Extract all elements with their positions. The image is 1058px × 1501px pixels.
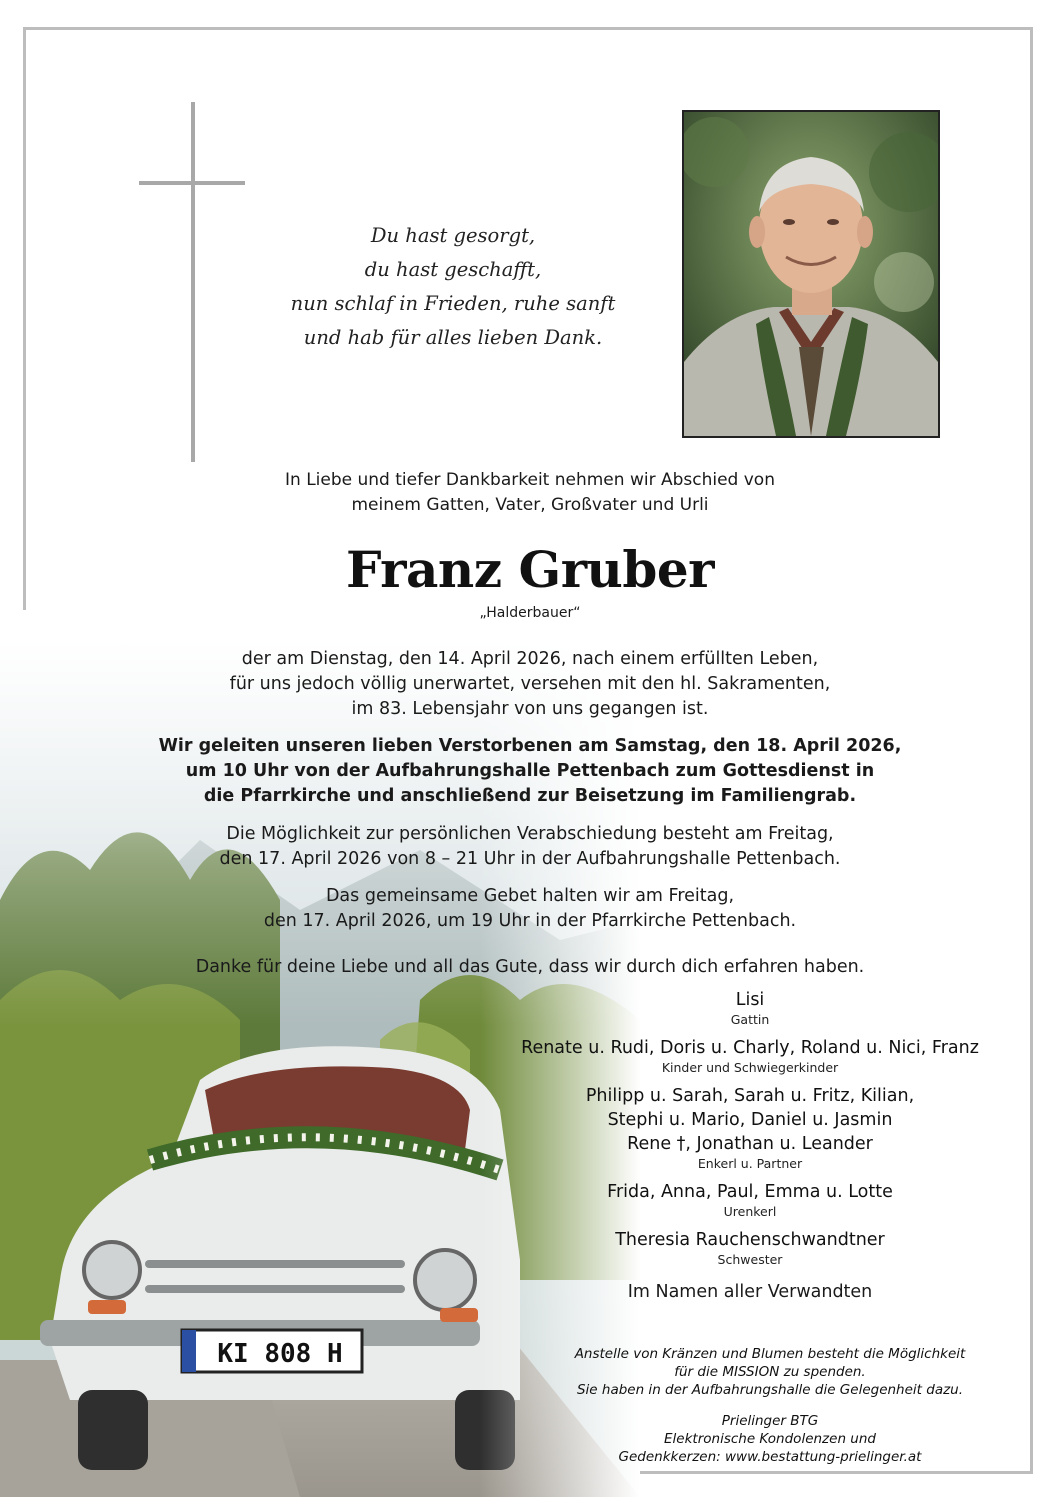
mourner-group (480, 1084, 1020, 1172)
poem-line: Du hast gesorgt, (370, 224, 536, 247)
frame-left-line (23, 27, 26, 610)
mourner-relation: Enkerl u. Partner (697, 1156, 803, 1171)
cross-icon-bar (139, 181, 245, 185)
death-notice (130, 647, 930, 722)
prayer-notice (130, 884, 930, 934)
farewell-notice-line: Die Möglichkeit zur persönlichen Verabschiedung besteht am Freitag, (226, 824, 834, 844)
intro-text (130, 468, 930, 518)
prayer-notice-line: den 17. April 2026, um 19 Uhr in der Pfarrkirche Pettenbach. (263, 911, 797, 931)
funeral-notice-line: Wir geleiten unseren lieben Verstorbenen am Samstag, den 18. April 2026, (158, 736, 902, 756)
mourner-relation: Schwester (717, 1252, 783, 1267)
deceased-nickname: „Halderbauer“ (479, 605, 581, 621)
mourner-relation: Kinder und Schwiegerkinder (661, 1060, 839, 1075)
portrait-photo (682, 110, 940, 438)
frame-right-line (1030, 27, 1033, 1473)
mourner-names: Frida, Anna, Paul, Emma u. Lotte (607, 1182, 893, 1202)
mourner-names: Lisi (735, 990, 765, 1010)
funeral-notice-line: um 10 Uhr von der Aufbahrungshalle Pettenbach zum Gottesdienst in (185, 761, 875, 781)
undertaker-note (520, 1412, 1020, 1466)
mourner-group (480, 988, 1020, 1028)
thanks-line: Danke für deine Liebe und all das Gute, dass wir durch dich erfahren haben. (195, 957, 865, 977)
death-notice-line: im 83. Lebensjahr von uns gegangen ist. (351, 699, 709, 719)
funeral-notice (130, 734, 930, 809)
mourner-group (480, 1036, 1020, 1076)
undertaker-note-line: Prielinger BTG (721, 1413, 819, 1429)
death-notice-line: für uns jedoch völlig unerwartet, versehen mit den hl. Sakramenten, (229, 674, 831, 694)
undertaker-website-line[interactable]: Gedenkkerzen: www.bestattung-prielinger.at (618, 1449, 922, 1465)
farewell-notice (130, 822, 930, 872)
mourner-group (480, 1228, 1020, 1268)
frame-top-line (23, 27, 1033, 30)
mourner-names: Stephi u. Mario, Daniel u. Jasmin (607, 1110, 893, 1130)
poem-line: und hab für alles lieben Dank. (303, 326, 603, 349)
mourner-relation: Gattin (730, 1012, 770, 1027)
frame-bottom-line (598, 1471, 1033, 1474)
mourner-group (480, 1180, 1020, 1220)
farewell-notice-line: den 17. April 2026 von 8 – 21 Uhr in der Aufbahrungshalle Pettenbach. (219, 849, 841, 869)
mourner-names: Theresia Rauchenschwandtner (615, 1230, 885, 1250)
donation-note-line: Anstelle von Kränzen und Blumen besteht die Möglichkeit (574, 1346, 966, 1362)
mourner-names: Rene †, Jonathan u. Leander (627, 1134, 873, 1154)
donation-note-line: Sie haben in der Aufbahrungshalle die Gelegenheit dazu. (576, 1382, 964, 1398)
donation-note (520, 1345, 1020, 1399)
prayer-notice-line: Das gemeinsame Gebet halten wir am Freitag, (325, 886, 735, 906)
cross-icon (191, 102, 195, 462)
all-relatives-line: Im Namen aller Verwandten (627, 1282, 873, 1302)
mourner-names: Philipp u. Sarah, Sarah u. Fritz, Kilian, (585, 1086, 915, 1106)
death-notice-line: der am Dienstag, den 14. April 2026, nach einem erfüllten Leben, (241, 649, 819, 669)
mourner-names: Renate u. Rudi, Doris u. Charly, Roland u. Nici, Franz (521, 1038, 979, 1058)
mourners-list (480, 988, 1020, 1304)
poem (258, 219, 648, 355)
intro-line: In Liebe und tiefer Dankbarkeit nehmen wir Abschied von (285, 470, 775, 490)
funeral-notice-line: die Pfarrkirche und anschließend zur Beisetzung im Familiengrab. (203, 786, 857, 806)
mourner-relation: Urenkerl (723, 1204, 777, 1219)
poem-line: du hast geschafft, (364, 258, 542, 281)
poem-line: nun schlaf in Frieden, ruhe sanft (290, 292, 616, 315)
undertaker-note-line: Elektronische Kondolenzen und (664, 1431, 876, 1447)
intro-line: meinem Gatten, Vater, Großvater und Urli (351, 495, 709, 515)
deceased-name: Franz Gruber (345, 540, 715, 599)
donation-note-line: für die MISSION zu spenden. (674, 1364, 866, 1380)
